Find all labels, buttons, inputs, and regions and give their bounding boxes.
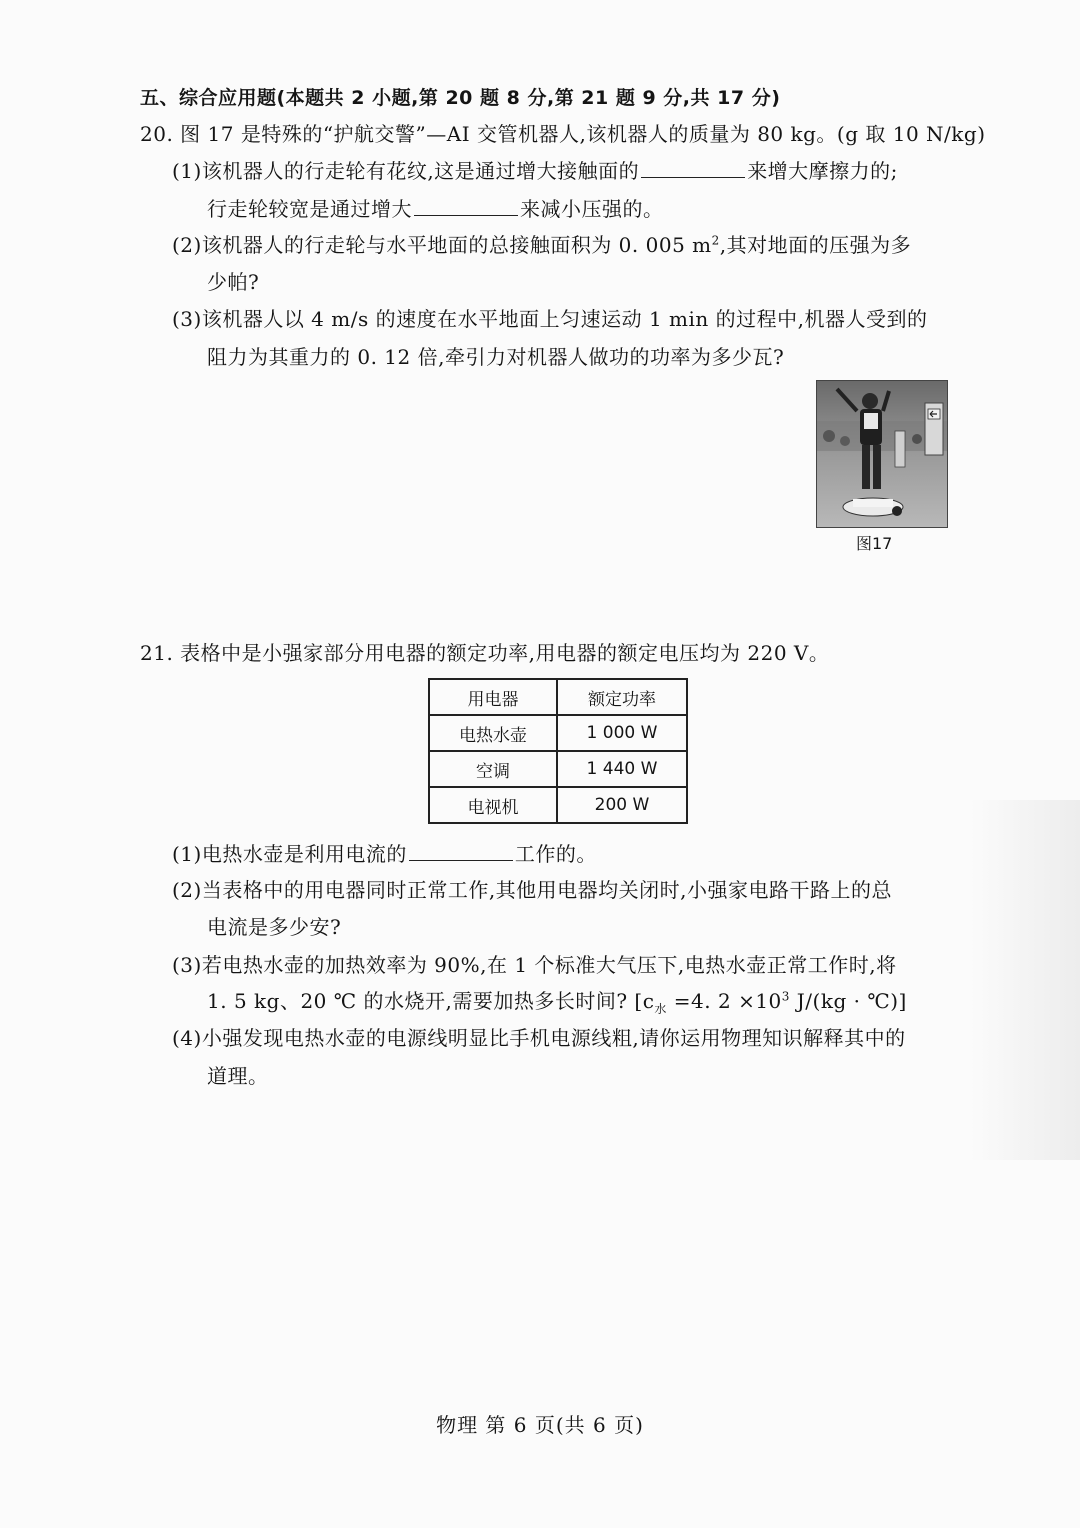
q20-part1-text-a: (1)该机器人的行走轮有花纹,这是通过增大接触面的 (172, 159, 640, 183)
q21-part2-line2: 电流是多少安? (207, 915, 342, 939)
table-cell-appliance: 空调 (429, 751, 557, 787)
q20-part3-line2: 阻力为其重力的 0. 12 倍,牵引力对机器人做功的功率为多少瓦? (207, 345, 785, 369)
q20-part1-text-c: 行走轮较宽是通过增大 (207, 197, 412, 221)
q21-part1-blank[interactable] (409, 838, 513, 861)
q21-part2-line1: (2)当表格中的用电器同时正常工作,其他用电器均关闭时,小强家电路干路上的总 (172, 878, 893, 902)
q20-part2-text-b: ,其对地面的压强为多 (719, 233, 912, 257)
q20-part2-line2: 少帕? (207, 270, 260, 294)
q21-part3-line1: (3)若电热水壶的加热效率为 90%,在 1 个标准大气压下,电热水壶正常工作时,将 (172, 953, 897, 977)
table-cell-power: 1 000 W (557, 715, 687, 751)
q20-part2-line1 (172, 229, 911, 261)
table-header-row (429, 679, 687, 715)
q20-part1-blank1[interactable] (641, 155, 745, 178)
q21-part1-line1 (172, 838, 597, 870)
q21-part4-line1: (4)小强发现电热水壶的电源线明显比手机电源线粗,请你运用物理知识解释其中的 (172, 1026, 906, 1050)
q21-part3-text-b: 1. 5 kg、20 ℃ 的水烧开,需要加热多长时间? [c (207, 989, 655, 1013)
table-row (429, 751, 687, 787)
q21-part3-line2 (207, 985, 907, 1017)
q20-stem: 20. 图 17 是特殊的“护航交警”—AI 交管机器人,该机器人的质量为 80 kg。(g 取 10 N/kg) (140, 122, 986, 146)
q21-part4-line2: 道理。 (207, 1064, 269, 1088)
table-cell-power: 1 440 W (557, 751, 687, 787)
q21-part1-text-b: 工作的。 (514, 842, 597, 866)
table-header-power: 额定功率 (557, 679, 687, 715)
table-cell-appliance: 电视机 (429, 787, 557, 823)
table-row (429, 715, 687, 751)
q20-part1-line1 (172, 155, 898, 187)
q20-part3-line1: (3)该机器人以 4 m/s 的速度在水平地面上匀速运动 1 min 的过程中,机器人受到的 (172, 307, 928, 331)
page-footer: 物理 第 6 页(共 6 页) (436, 1413, 644, 1437)
table-cell-appliance: 电热水壶 (429, 715, 557, 751)
table-row (429, 787, 687, 823)
figure-17-caption: 图17 (856, 534, 893, 553)
section-title: 五、综合应用题(本题共 2 小题,第 20 题 8 分,第 21 题 9 分,共 17 分) (140, 87, 781, 109)
q21-part3-text-c: =4. 2 ×10 (666, 989, 782, 1013)
q21-part1-text-a: (1)电热水壶是利用电流的 (172, 842, 407, 866)
q20-part1-text-b: 来增大摩擦力的; (747, 159, 898, 183)
q20-part1-text-d: 来减小压强的。 (520, 197, 664, 221)
q20-part1-line2 (207, 193, 664, 225)
table-cell-power: 200 W (557, 787, 687, 823)
scan-shadow (970, 800, 1080, 1160)
q21-part3-text-d: J/(kg · ℃)] (789, 989, 907, 1013)
q21-part3-sup: 3 (781, 989, 790, 1004)
robot-photo-illustration (817, 381, 947, 527)
q20-part2-sup: 2 (711, 233, 720, 248)
appliance-power-table (428, 678, 688, 824)
table-header-appliance: 用电器 (429, 679, 557, 715)
q21-part3-sub: 水 (654, 1002, 667, 1016)
figure-17-photo (816, 380, 948, 528)
q20-part1-blank2[interactable] (414, 193, 518, 216)
q20-part2-text-a: (2)该机器人的行走轮与水平地面的总接触面积为 0. 005 m (172, 233, 712, 257)
q21-stem: 21. 表格中是小强家部分用电器的额定功率,用电器的额定电压均为 220 V。 (140, 641, 830, 665)
